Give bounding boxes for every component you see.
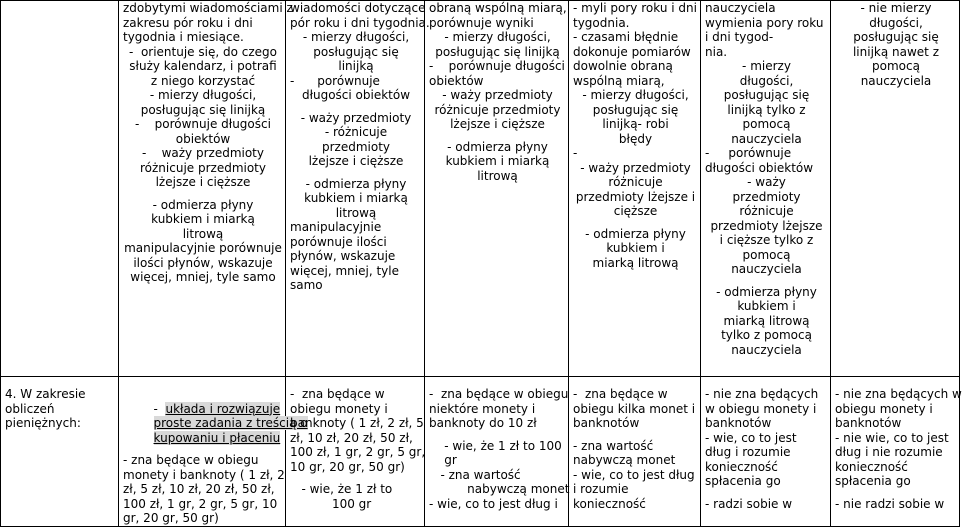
text-line: przedmioty [732,189,801,204]
text-line [573,431,698,439]
text-line: spłacenia go [705,474,781,488]
text-line: posługując się linijką [435,44,560,59]
text-line: pomocą [742,117,791,131]
cell-lines [573,1,698,88]
text-line: linijką tylko z [727,102,806,117]
text-line: dług i rozumie [705,445,791,459]
text-line: - wie, co to jest [705,430,797,445]
text-line: banknotów [835,416,902,430]
text-line: - nie radzi sobie w [835,496,945,511]
text-line: dowolnie obraną [573,59,673,73]
text-line: - waży przedmioty [300,110,412,125]
cell-lines [5,387,116,431]
text-line: miarką litrową [723,313,810,328]
criteria-cell-good [425,377,569,527]
text-line: pomocą [742,247,791,262]
criteria-cell-insufficient [831,1,960,377]
cell-prefix: - [153,401,166,416]
table-row [1,377,960,527]
text-line: tylko z pomocą [721,328,812,342]
text-line: obiegu kilka monet i [573,401,696,416]
text-line: - porównuje długości [429,59,565,73]
text-line: obiegu monety i [290,401,388,416]
text-line [705,277,828,285]
criteria-cell-sufficient [569,377,701,527]
text-line: - porównuje długości [135,117,271,131]
criteria-cell-good [425,1,569,377]
text-line: i rozumie [573,482,629,496]
text-line: - nie wie, co to jest [835,430,949,445]
cell-lines [573,387,698,511]
text-line: różnicuje [608,175,663,189]
text-line: wymienia pory roku [705,15,824,30]
text-line: nauczyciela [731,262,802,276]
text-line: konieczność [573,496,646,511]
text-line: porównuje ilości [290,234,387,249]
cell-center-lines [429,30,566,59]
text-line: w obiegu monety i [705,401,817,416]
text-line: z niego korzystać [150,73,256,88]
text-line: - waży przedmioty [442,88,553,102]
text-line: długości, [739,73,794,88]
text-line: - zna będące w obiegu [429,387,569,401]
text-line: tygodnia i miesiące. [123,30,244,44]
text-line: - zna wartość [429,467,521,482]
text-line: litrową [335,205,377,220]
text-line: - odmierza płyny [305,176,407,191]
text-line: - mierzy długości, [302,30,410,44]
text-line: konieczność [835,459,908,474]
text-line: - wie, co to jest dług i [429,496,558,511]
text-line: i cięższe tylko z [719,233,814,247]
text-line: - mierzy długości, [582,88,689,102]
cell-center-lines [705,175,828,357]
text-line: posługując się linijką [140,102,266,117]
text-line: i dni tygod- [705,30,774,44]
cell-center-lines [290,88,422,220]
cell-lines [573,146,698,161]
text-line: pieniężnych: [5,416,81,430]
criteria-cell-very-good [286,377,425,527]
text-line: litrową [477,168,518,183]
cell-lines [429,1,566,30]
cell-lines [290,1,430,30]
text-line: spłacenia go [835,474,911,488]
text-line: - waży [747,175,786,189]
text-line: różnicuje przedmioty [139,160,266,175]
text-line [573,219,698,227]
cell-center-lines [123,45,283,285]
text-line: linijką [338,59,374,73]
text-line: - wie, co to jest dług [573,467,695,482]
text-line: obiektów [175,131,231,146]
highlighted-line: proste zadania z treścią o [153,416,308,430]
text-line: różnicuje [739,204,794,218]
text-line: przedmioty [321,139,391,154]
cell-lines [123,445,283,526]
cell-lines [123,1,293,45]
text-line: - odmierza płyny [716,284,817,299]
highlighted-line: układa i rozwiązuje [165,401,281,416]
criteria-cell-acceptable [701,1,831,377]
text-line: nauczyciela [731,342,802,357]
text-line: - porównuje [290,73,380,88]
text-line: obraną wspólną miarą, [429,1,567,15]
text-line: monety i banknoty ( 1 zł, 2 [123,467,285,482]
text-line [429,132,566,140]
text-line: miarką litrową [592,255,679,270]
cell-center-lines [290,30,422,74]
text-line: - wie, że 1 zł to [290,482,393,496]
text-line: nia. [705,44,728,59]
text-line: - myli pory roku i dni [573,1,697,15]
text-line: nabywczą monet [573,453,676,467]
text-line: - różnicuje [324,125,388,139]
text-line: lżejsze i cięższe [450,117,545,131]
text-line: porównuje wyniki [429,15,534,30]
text-line: wiadomości dotyczące [290,1,426,15]
text-line: 100 zł, 1 gr, 2 gr, 5 gr, [290,445,426,459]
text-line: - radzi sobie w [705,496,793,511]
text-line: cięższe [613,204,658,218]
text-line: kubkiem i miarką [304,191,408,205]
text-line: linijką- robi [602,117,669,131]
text-line: - waży przedmioty [580,160,691,175]
text-line: posługując się [592,102,679,117]
text-line: długości obiektów [301,88,411,102]
text-line: dokonuje pomiarów [573,44,691,59]
cell-center-lines [573,88,698,146]
text-line: błędy [618,131,653,146]
text-line [123,190,283,198]
text-line: ilości płynów, wskazuje [133,255,273,270]
cell-lines [429,59,566,88]
text-line: - wie, że 1 zł to 100 [429,438,562,453]
text-line [290,103,422,111]
text-line: zł, 10 zł, 20 zł, 50 zł, [290,430,413,445]
text-line: banknotów [705,416,772,430]
text-line: - czasami błędnie [573,30,679,44]
text-line: nauczyciela [731,131,802,146]
text-line: przedmioty lżejsze i [575,189,696,204]
text-line: - nie zna będących [705,387,819,401]
text-line: samo [290,278,323,292]
text-line: banknoty do 10 zł [429,416,537,430]
text-line [123,445,283,453]
text-line: tygodnia. [573,15,630,30]
cell-center-lines [835,1,957,88]
text-line: lżejsze i cięższe [308,154,404,168]
text-line: 4. W zakresie [5,387,86,401]
text-line: banknotów [573,416,640,430]
criteria-cell-acceptable [701,377,831,527]
text-line: przedmioty lżejsze [710,218,823,233]
cell-lines [705,146,828,175]
cell-center-lines [705,59,828,146]
text-line: linijką nawet z [852,44,940,59]
text-line: - waży przedmioty [142,146,264,160]
cell-center-lines [573,161,698,271]
criteria-cell-sufficient [569,1,701,377]
text-line: gr [429,453,457,467]
text-line: - odmierza płyny [152,197,254,212]
text-line: 10 gr, 20 gr, 50 gr) [290,459,405,474]
text-line: litrową [182,226,224,241]
text-line: nabywczą monet [429,482,570,496]
text-line: banknoty ( 1 zł, 2 zł, 5 [290,416,424,430]
text-line: - zna będące w [290,387,385,401]
cell-lines [290,387,426,511]
text-line: nauczyciela [705,1,776,15]
criteria-cell-excellent [119,377,308,527]
text-line [835,489,957,497]
text-line: 100 gr [290,496,372,511]
text-line: więcej, mniej, tyle samo [130,270,276,284]
text-line: - mierzy długości, [149,88,257,102]
cell-lines [290,74,422,89]
text-line: długości, [869,15,923,30]
text-line: - porównuje [705,146,792,160]
text-line: płynów, wskazuje [290,249,396,263]
text-line: kubkiem i miarką [445,154,550,168]
text-line: - mierzy [742,59,791,73]
text-line: gr, 20 gr, 50 gr) [123,511,219,525]
text-line: posługując się [313,44,399,59]
text-line: - orientuje się, do czego [128,44,277,59]
text-line: więcej, mniej, tyle [290,263,399,278]
criteria-cell-very-good [286,1,430,377]
label-cell-empty [1,1,119,377]
text-line: kubkiem i [737,299,796,313]
text-line: zakresu pór roku i dni [123,15,253,30]
text-line: obiektów [429,73,484,88]
text-line: manipulacyjnie porównuje [124,241,282,255]
text-line: obliczeń [5,401,55,416]
text-line: konieczność [705,459,778,474]
criteria-cell-insufficient [831,377,960,527]
text-line: - zna będące w obiegu [123,453,259,467]
highlighted-lines [123,387,308,445]
text-line [290,169,422,177]
cell-lines [705,387,828,511]
text-line: - [573,146,578,160]
table-row [1,1,960,377]
text-line: - mierzy długości, [444,30,551,44]
text-line: - zna wartość [573,438,654,453]
cell-lines [290,220,422,293]
text-line: pomocą [872,59,920,73]
text-line: manipulacyjnie [290,220,382,234]
text-line: zł, 5 zł, 10 zł, 20 zł, 50 zł, [123,482,275,496]
text-line: 100 zł, 1 gr, 2 gr, 5 gr, 10 [123,496,278,511]
text-line: długości obiektów [705,160,814,175]
cell-lines [835,387,962,511]
text-line: niektóre monety i [429,401,536,416]
cell-lines [429,387,570,511]
text-line: pór roku i dni tygodnia. [290,15,430,30]
text-line: kubkiem i miarką [151,212,255,226]
highlighted-line: kupowaniu i płaceniu [153,430,281,445]
text-line: służy kalendarz, i potrafi [129,59,277,73]
text-line [290,474,422,482]
label-cell-money [1,377,119,527]
text-line [705,489,828,497]
text-line: kubkiem i [606,241,665,255]
text-line: nauczyciela [860,73,932,88]
text-line: różnicuje przedmioty [434,102,561,117]
text-line: dług i nie rozumie [835,445,943,459]
text-line: - zna będące w [573,387,668,401]
text-line: - nie mierzy [860,1,932,15]
text-line: posługując się [723,88,810,102]
text-line: obiegu monety i [835,401,933,416]
text-line: posługując się [853,30,939,44]
cell-lines [705,1,828,59]
text-line: - odmierza płyny [585,226,686,241]
text-line: - nie zna będących w [835,387,962,401]
text-line: lżejsze i cięższe [155,175,251,189]
text-line: zdobytymi wiadomościami z [123,1,293,15]
text-line: - odmierza płyny [447,139,548,154]
criteria-cell-excellent [119,1,293,377]
cell-center-lines [429,88,566,183]
text-line [429,431,566,439]
text-line: wspólną miarą, [573,73,665,88]
